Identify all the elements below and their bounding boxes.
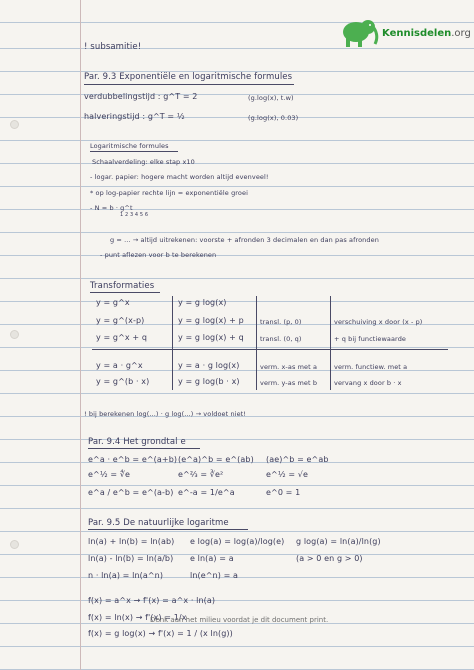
table-cell: y = g^x (96, 298, 130, 307)
note-line: ! bij berekenen log(...) · g log(...) → voldoet niet! (84, 410, 247, 418)
section-heading: Transformaties (90, 281, 155, 291)
note-line: 1 2 3 4 5 6 (120, 212, 149, 218)
formula: e^-a = 1/e^a (178, 488, 235, 497)
table-cell: y = g^(b · x) (96, 377, 150, 386)
note-line: ! subsamitie! (84, 42, 142, 52)
table-cell: y = g^x + q (96, 333, 148, 342)
table-cell: y = a · g log(x) (178, 361, 240, 370)
formula: n · ln(a) = ln(a^n) (88, 571, 164, 580)
kennisdelen-logo (332, 14, 471, 50)
section-heading: Par. 9.5 De natuurlijke logaritme (88, 518, 229, 528)
formula: e^½ = √e (266, 470, 308, 479)
margin-line (80, 0, 81, 670)
table-cell: y = g log(x) (178, 298, 227, 307)
note-annotation: (g.log(x), 0.03) (248, 114, 299, 122)
note-line: verdubbelingstijd : g^T = 2 (84, 92, 198, 101)
table-cell: verm. functiew. met a (334, 363, 408, 371)
formula: f(x) = a^x → f'(x) = a^x · ln(a) (88, 596, 216, 605)
formula: e^a · e^b = e^(a+b) (88, 455, 178, 464)
table-divider (256, 296, 257, 390)
heading-underline (90, 292, 160, 293)
table-rule (92, 349, 448, 350)
formula: e ln(a) = a (190, 554, 234, 563)
note-line: Schaalverdeling: elke stap x10 (92, 158, 195, 166)
binder-hole (10, 540, 19, 549)
table-divider (172, 296, 173, 390)
formula: e^0 = 1 (266, 488, 301, 497)
binder-hole (10, 330, 19, 339)
table-cell: transl. (0, q) (260, 335, 302, 343)
table-cell: transl. (p, 0) (260, 318, 302, 326)
elephant-logo-icon (332, 14, 382, 50)
heading-underline (88, 448, 200, 449)
formula: ln(a) + ln(b) = ln(ab) (88, 537, 175, 546)
table-cell: y = g log(b · x) (178, 377, 240, 386)
section-heading: Par. 9.4 Het grondtal e (88, 437, 186, 447)
formula: ln(e^n) = a (190, 571, 239, 580)
table-cell: + q bij functiewaarde (334, 335, 407, 343)
subheading-underline (90, 151, 178, 152)
table-cell: y = a · g^x (96, 361, 143, 370)
logo-text: Kennisdelen.org (382, 28, 471, 39)
heading-underline (88, 529, 248, 530)
note-line: - punt aflezen voor b te berekenen (100, 251, 217, 259)
note-line: g = ... → altijd uitrekenen: voorste + afronden 3 decimalen en dan pas afronden (110, 236, 379, 244)
note-line: halveringstijd : g^T = ½ (84, 112, 185, 121)
footer-watermark: Denk aan het milieu voordat je dit document print. (150, 616, 329, 624)
heading-underline (84, 84, 294, 85)
table-cell: verm. y-as met b (260, 379, 318, 387)
note-line: * op log-papier rechte lijn = exponentiële groei (90, 189, 249, 197)
section-heading: Par. 9.3 Exponentiële en logaritmische formules (84, 72, 293, 82)
formula: e^a / e^b = e^(a-b) (88, 488, 174, 497)
formula: e^⅔ = ∛e² (178, 470, 224, 479)
table-cell: vervang x door b · x (334, 379, 402, 387)
formula: (a > 0 en g > 0) (296, 554, 363, 563)
formula: e log(a) = log(a)/log(e) (190, 537, 285, 546)
table-divider (330, 296, 331, 390)
formula: (ae)^b = e^ab (266, 455, 329, 464)
subheading: Logaritmische formules (90, 142, 169, 150)
table-cell: y = g log(x) + p (178, 316, 244, 325)
note-line: - logar. papier: hogere macht worden altijd evenveel! (90, 173, 269, 181)
binder-hole (10, 120, 19, 129)
table-cell: verm. x-as met a (260, 363, 318, 371)
note-annotation: (g.log(x), t.w) (248, 94, 294, 102)
note-line: - N = b · g^t (90, 204, 133, 212)
formula: f(x) = ln(x) → f'(x) = 1/x (88, 613, 187, 622)
formula: ln(a) - ln(b) = ln(a/b) (88, 554, 174, 563)
table-cell: verschuiving x door (x - p) (334, 318, 423, 326)
formula: (e^a)^b = e^(ab) (178, 455, 254, 464)
formula: e^½ = ∜e (88, 470, 130, 479)
formula: f(x) = g log(x) → f'(x) = 1 / (x ln(g)) (88, 629, 233, 638)
table-cell: y = g log(x) + q (178, 333, 244, 342)
table-cell: y = g^(x-p) (96, 316, 145, 325)
formula: g log(a) = ln(a)/ln(g) (296, 537, 381, 546)
